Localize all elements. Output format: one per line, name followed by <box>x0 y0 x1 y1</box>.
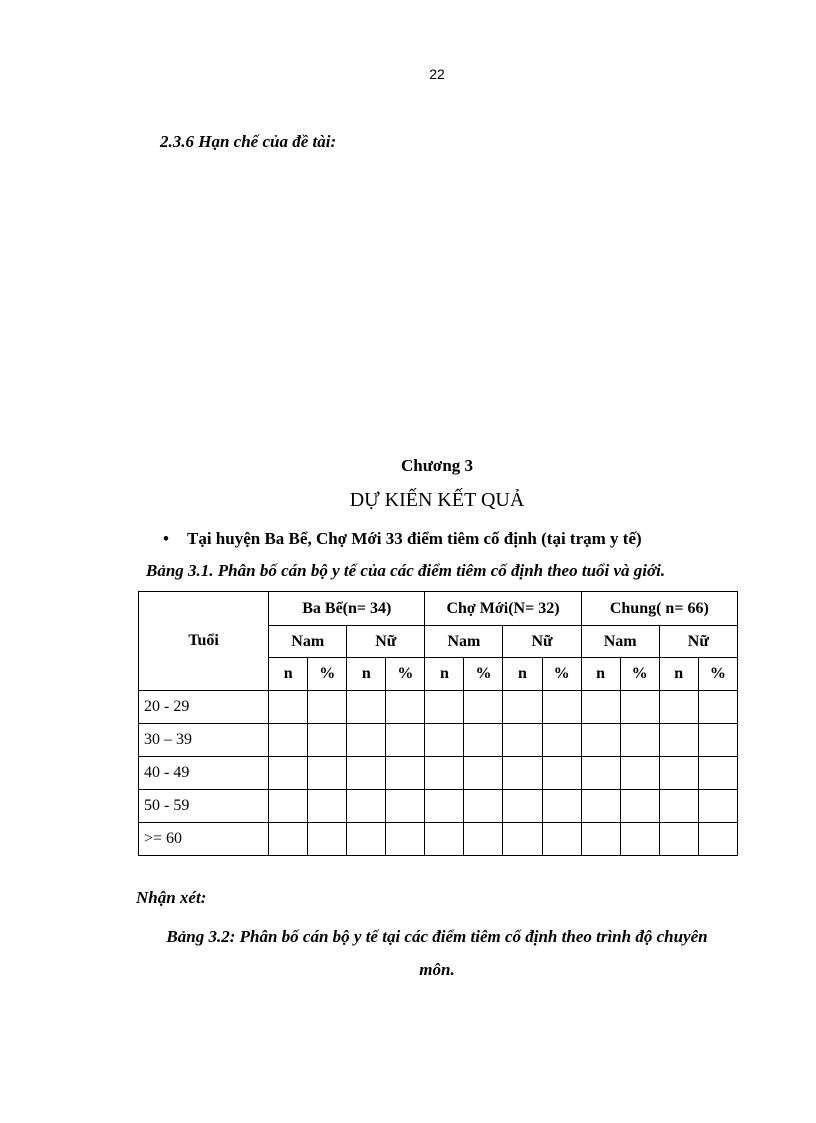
sub-header: n <box>659 658 698 691</box>
age-header: Tuổi <box>139 592 269 691</box>
group-header: Ba Bể(n= 34) <box>269 592 425 626</box>
chapter-title: DỰ KIẾN KẾT QUẢ <box>349 489 525 511</box>
sub-header: % <box>308 658 347 691</box>
sub-header: n <box>425 658 464 691</box>
table-row <box>139 691 738 724</box>
table-header-row <box>139 592 738 626</box>
age-cell: 30 – 39 <box>139 724 269 757</box>
page-number: 22 <box>429 66 445 82</box>
bullet-text: Tại huyện Ba Bể, Chợ Mới 33 điểm tiêm cố định (tại trạm y tế) <box>187 529 642 548</box>
table-caption-2: Bảng 3.2: Phân bố cán bộ y tế tại các điểm tiêm cố định theo trình độ chuyên môn. <box>166 927 708 979</box>
sub-header: % <box>464 658 503 691</box>
sub-header: % <box>620 658 659 691</box>
table-row <box>139 724 738 757</box>
gender-header: Nữ <box>503 626 581 658</box>
bullet-icon: • <box>163 529 169 548</box>
sub-header: n <box>503 658 542 691</box>
chapter-label: Chương 3 <box>400 456 474 475</box>
gender-header: Nam <box>581 626 659 658</box>
sub-header: n <box>581 658 620 691</box>
age-cell: >= 60 <box>139 823 269 856</box>
table-row <box>139 823 738 856</box>
sub-header: % <box>542 658 581 691</box>
table-caption: Bảng 3.1. Phân bố cán bộ y tế của các điểm tiêm cố định theo tuổi và giới. <box>146 561 666 580</box>
group-header: Chợ Mới(N= 32) <box>425 592 581 626</box>
gender-header: Nam <box>269 626 347 658</box>
sub-header: % <box>386 658 425 691</box>
table-row <box>139 790 738 823</box>
group-header: Chung( n= 66) <box>581 592 737 626</box>
gender-header: Nam <box>425 626 503 658</box>
remark-label: Nhận xét: <box>136 888 207 907</box>
age-cell: 50 - 59 <box>139 790 269 823</box>
age-cell: 40 - 49 <box>139 757 269 790</box>
sub-header: n <box>269 658 308 691</box>
sub-header: % <box>698 658 737 691</box>
bullet-item <box>163 529 642 549</box>
table-row <box>139 757 738 790</box>
gender-header: Nữ <box>659 626 737 658</box>
gender-header: Nữ <box>347 626 425 658</box>
sub-header: n <box>347 658 386 691</box>
section-heading: 2.3.6 Hạn chế của đề tài: <box>160 132 337 151</box>
age-cell: 20 - 29 <box>139 691 269 724</box>
data-table <box>138 591 738 856</box>
